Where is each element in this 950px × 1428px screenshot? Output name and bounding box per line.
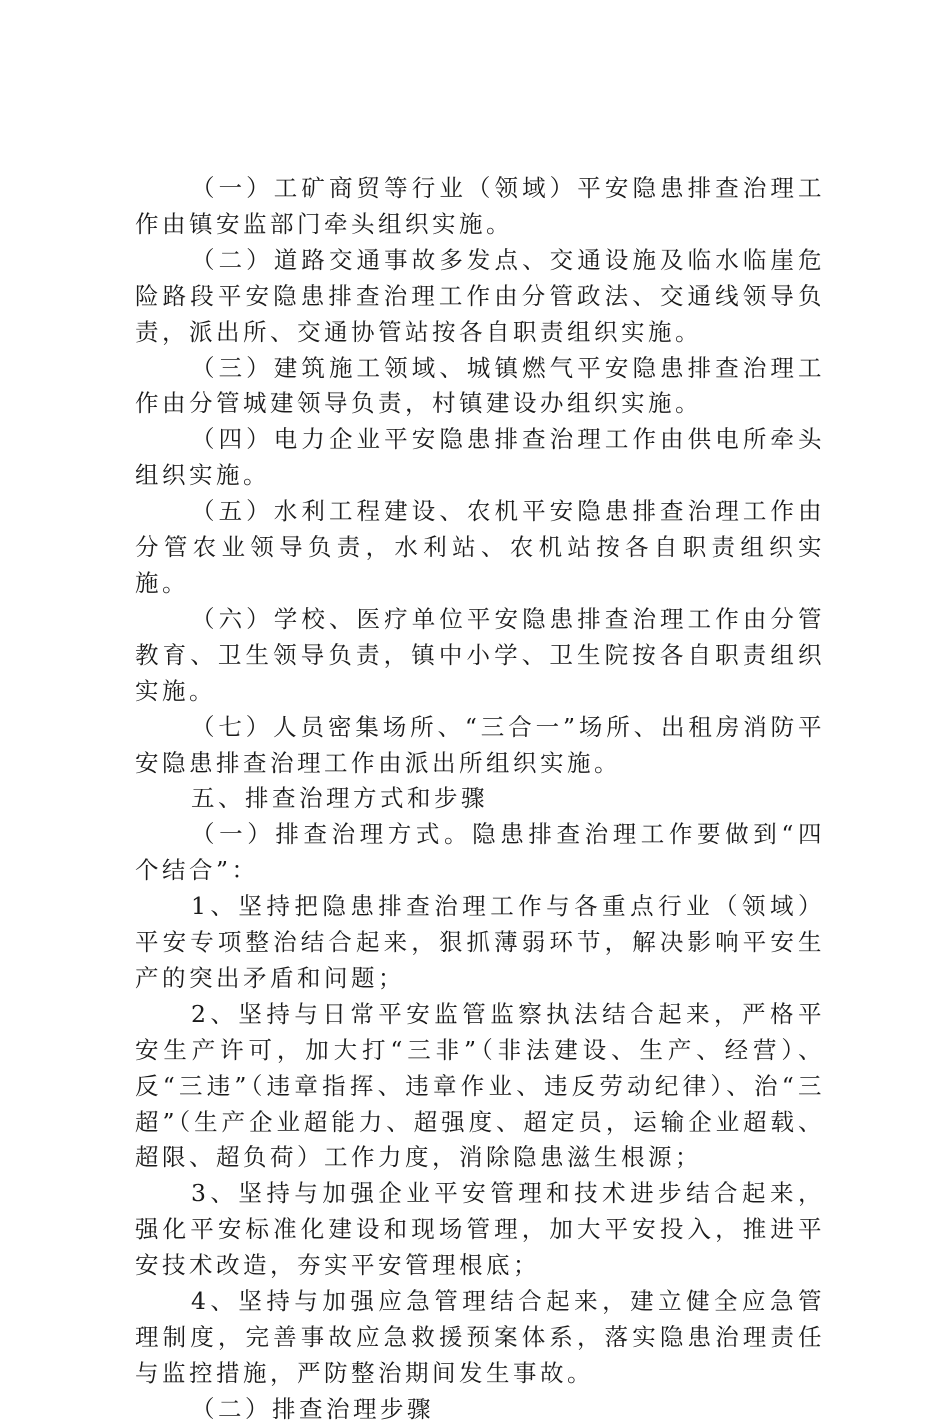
list-item-4: 4、坚持与加强应急管理结合起来，建立健全应急管理制度，完善事故应急救援预案体系，落实隐患治理责任与监控措施，严防整治期间发生事故。 (135, 1287, 825, 1387)
paragraph-methods-intro: （一）排查治理方式。隐患排查治理工作要做到“四个结合”： (135, 820, 825, 885)
paragraph-power-enterprise: （四）电力企业平安隐患排查治理工作由供电所牵头组织实施。 (135, 425, 825, 490)
list-item-3: 3、坚持与加强企业平安管理和技术进步结合起来，强化平安标准化建设和现场管理，加大平安投入，推进平安技术改造，夯实平安管理根底； (135, 1179, 825, 1280)
paragraph-school-medical: （六）学校、医疗单位平安隐患排查治理工作由分管教育、卫生领导负责，镇中小学、卫生院按各自职责组织实施。 (135, 604, 825, 705)
paragraph-crowded-places: （七）人员密集场所、“三合一”场所、出租房消防平安隐患排查治理工作由派出所组织实施。 (135, 712, 825, 777)
list-item-1: 1、坚持把隐患排查治理工作与各重点行业（领域）平安专项整治结合起来，狠抓薄弱环节，解决影响平安生产的突出矛盾和问题； (135, 892, 825, 992)
section-heading-methods-steps: 五、排查治理方式和步骤 (191, 784, 488, 813)
paragraph-road-traffic: （二）道路交通事故多发点、交通设施及临水临崖危险路段平安隐患排查治理工作由分管政法、交通线领导负责，派出所、交通协管站按各自职责组织实施。 (135, 245, 825, 346)
list-item-2: 2、坚持与日常平安监管监察执法结合起来，严格平安生产许可，加大打“三非”（非法建设、生产、经营）、反“三违”（违章指挥、违章作业、违反劳动纪律）、治“三超”（生产企业超能力、超强度、超定员，运输企业超载、超限、超负荷）工作力度，消除隐患滋生根源； (135, 999, 825, 1172)
document-body (135, 171, 825, 1428)
paragraph-water-agri: （五）水利工程建设、农机平安隐患排查治理工作由分管农业领导负责，水利站、农机站按各自职责组织实施。 (135, 497, 825, 597)
paragraph-industry-mining: （一）工矿商贸等行业（领域）平安隐患排查治理工作由镇安监部门牵头组织实施。 (135, 174, 825, 238)
paragraph-construction-gas: （三）建筑施工领域、城镇燃气平安隐患排查治理工作由分管城建领导负责，村镇建设办组织实施。 (135, 353, 825, 418)
subheading-steps: （二）排查治理步骤 (191, 1394, 434, 1423)
